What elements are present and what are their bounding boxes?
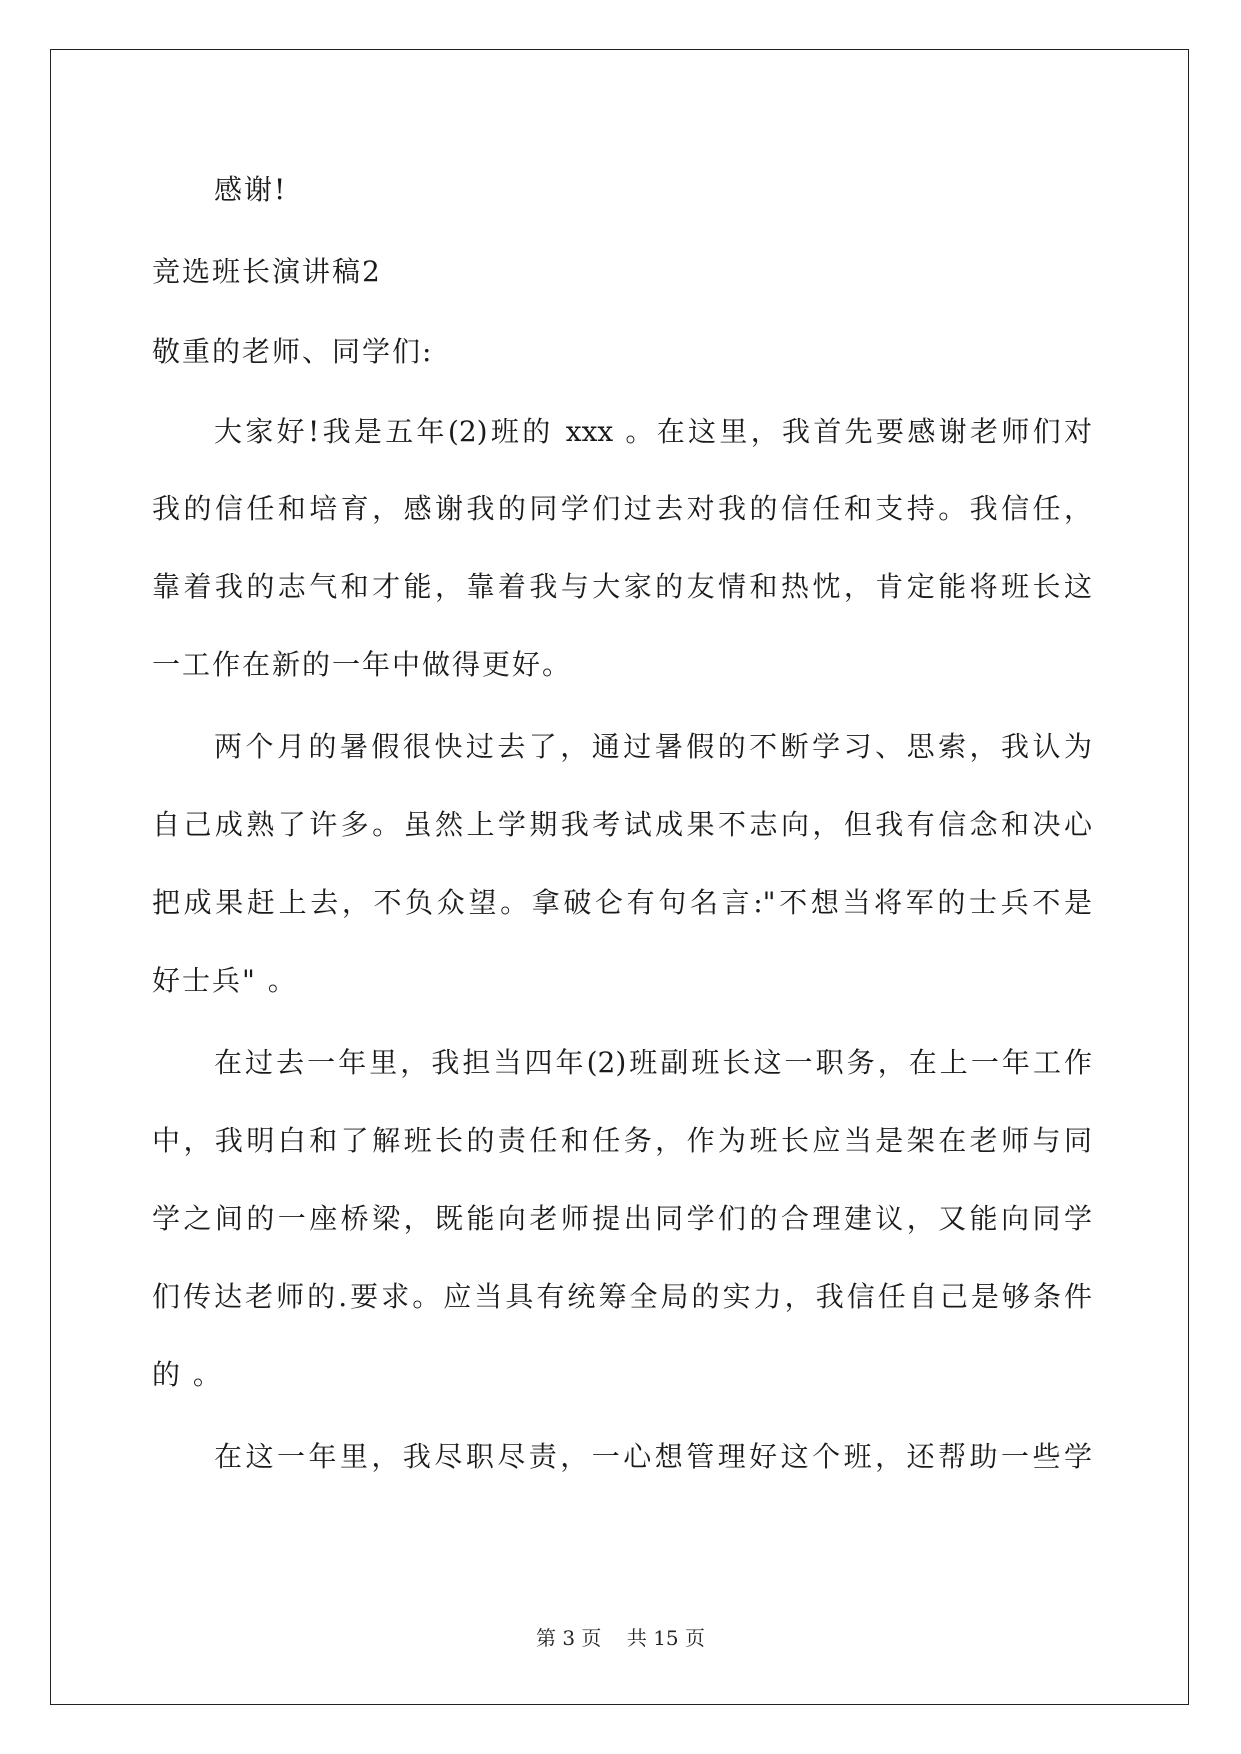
paragraph-line: 自己成熟了许多。虽然上学期我考试成果不志向，但我有信念和决心 [152, 808, 1092, 841]
paragraph-line: 我的信任和培育，感谢我的同学们过去对我的信任和支持。我信任， [152, 492, 1092, 525]
paragraph-line: 们传达老师的.要求。应当具有统筹全局的实力，我信任自己是够条件 [152, 1280, 1092, 1313]
section-title: 竞选班长演讲稿2 [152, 255, 382, 288]
paragraph-line: 在过去一年里，我担当四年(2)班副班长这一职务，在上一年工作 [214, 1046, 1092, 1079]
paragraph-line: 学之间的一座桥梁，既能向老师提出同学们的合理建议，又能向同学 [152, 1202, 1092, 1235]
paragraph-line: 的 。 [152, 1358, 223, 1391]
paragraph-line: 靠着我的志气和才能，靠着我与大家的友情和热忱，肯定能将班长这 [152, 570, 1092, 603]
paragraph-line: 在这一年里，我尽职尽责，一心想管理好这个班，还帮助一些学 [214, 1440, 1092, 1473]
paragraph-line: 把成果赶上去，不负众望。拿破仑有句名言:"不想当将军的士兵不是 [152, 886, 1092, 919]
salutation: 敬重的老师、同学们: [152, 335, 434, 368]
paragraph-line: 两个月的暑假很快过去了，通过暑假的不断学习、思索，我认为 [214, 730, 1092, 763]
closing-thanks: 感谢! [214, 173, 288, 206]
paragraph-line: 一工作在新的一年中做得更好。 [152, 648, 573, 681]
paragraph-line: 好士兵" 。 [152, 964, 298, 997]
page-number: 第 3 页 共 15 页 [535, 1626, 706, 1650]
paragraph-line: 中，我明白和了解班长的责任和任务，作为班长应当是架在老师与同 [152, 1124, 1092, 1157]
paragraph-line: 大家好!我是五年(2)班的 xxx 。在这里，我首先要感谢老师们对 [214, 415, 1092, 448]
